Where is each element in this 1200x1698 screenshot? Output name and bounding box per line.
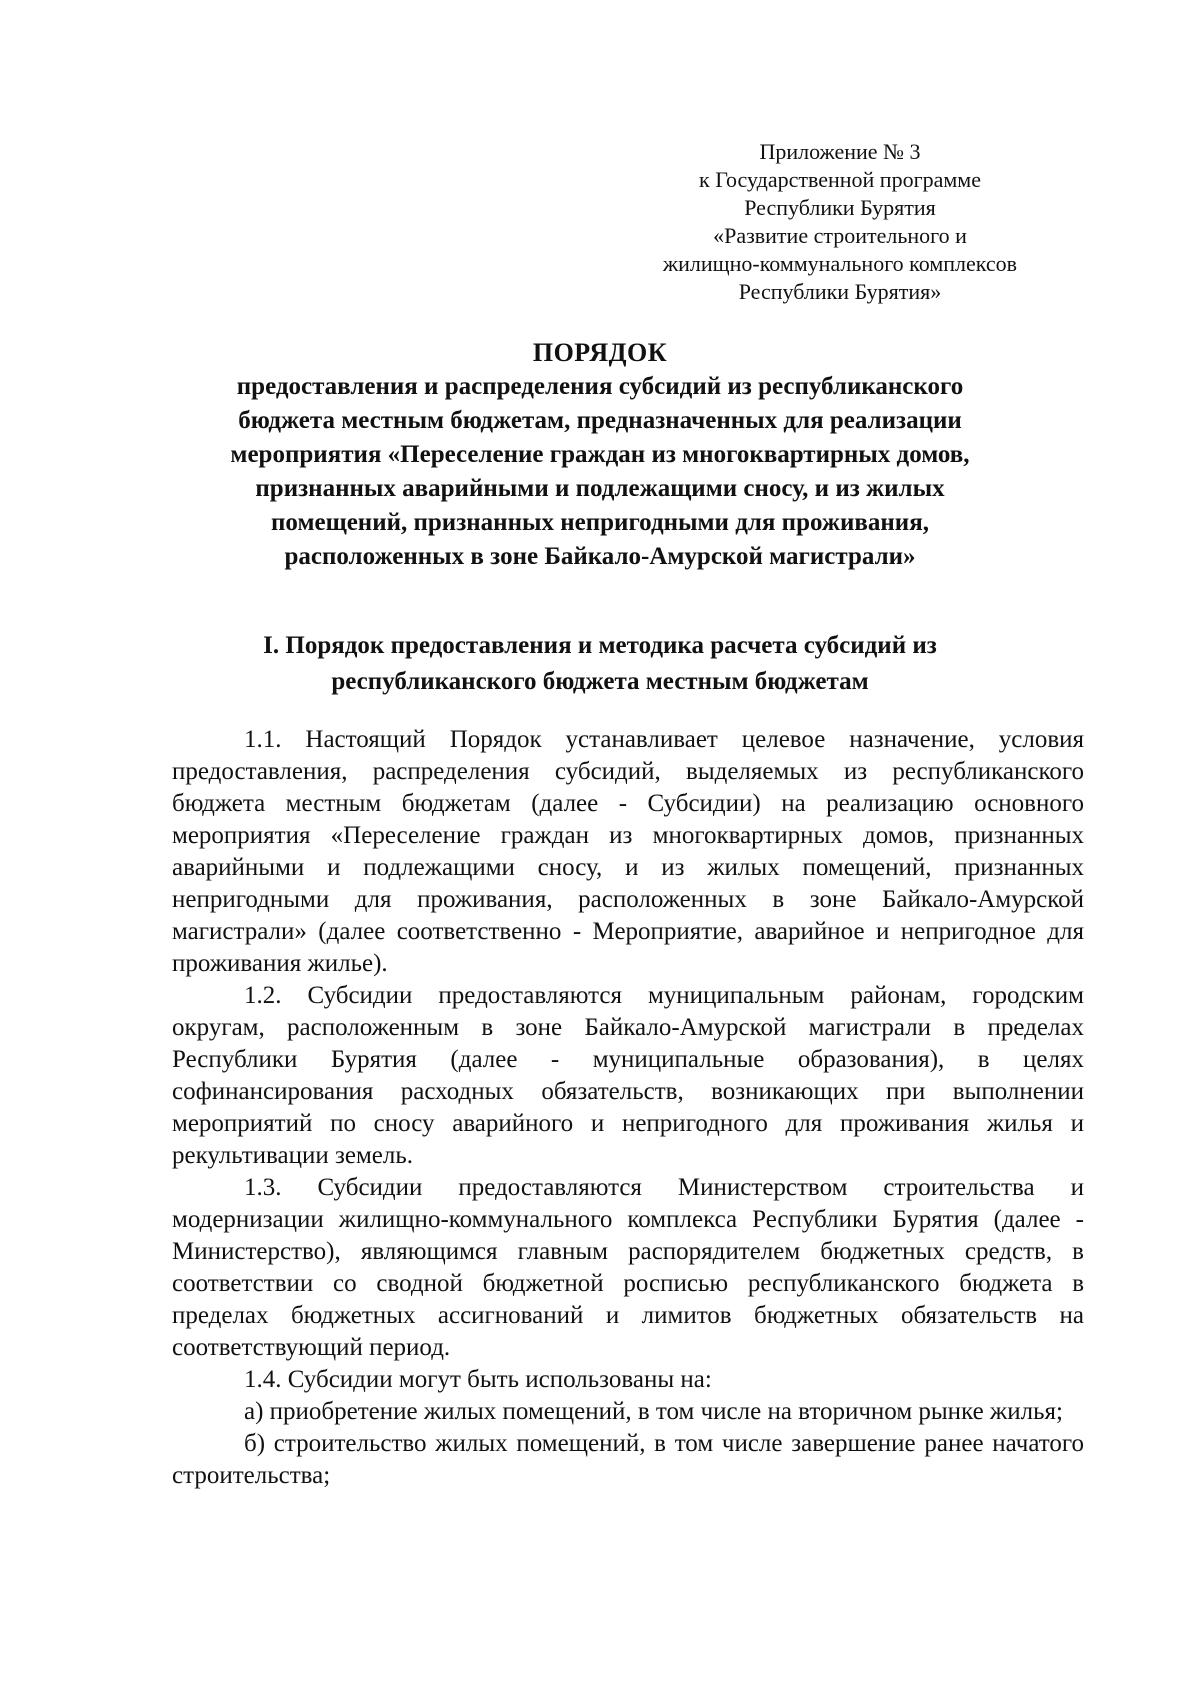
appendix-line: Приложение № 3	[759, 139, 921, 164]
paragraph-1-4: 1.4. Субсидии могут быть использованы на:	[244, 1366, 712, 1393]
section-heading-line: I. Порядок предоставления и методика расчета субсидий из	[263, 632, 937, 659]
title-sub-line: помещений, признанных непригодными для проживания,	[271, 509, 929, 536]
paragraph-1-1: 1.1. Настоящий Порядок устанавливает целевое назначение, условия предоставления, распределения субсидий, выделяемых из республиканского бюджета местным бюджетам (далее - Субсидии) на реализацию основного мероприятия «Переселение граждан из многоквартирных домов, признанных аварийными и подлежащими сносу, и из жилых помещений, признанных непригодными для проживания, расположенных в зоне Байкало-Амурской магистрали» (далее соответственно - Мероприятие, аварийное и непригодное для проживания жилье).	[172, 726, 1084, 977]
section-heading	[150, 628, 1050, 700]
title-sub-line: мероприятия «Переселение граждан из многоквартирных домов,	[230, 441, 970, 468]
appendix-line: Республики Бурятия»	[738, 279, 942, 304]
title-sub-line: предоставления и распределения субсидий из республиканского	[236, 373, 964, 400]
document-body	[172, 724, 1084, 1492]
title-sub-line: расположенных в зоне Байкало-Амурской магистрали»	[284, 543, 916, 570]
list-item-a: а) приобретение жилых помещений, в том числе на вторичном рынке жилья;	[244, 1398, 1063, 1425]
title-sub-line: бюджета местным бюджетам, предназначенных для реализации	[238, 407, 962, 434]
appendix-line: жилищно-коммунального комплексов	[662, 251, 1018, 276]
list-item-b: б) строительство жилых помещений, в том числе завершение ранее начатого строительства;	[172, 1430, 1084, 1489]
paragraph-1-3: 1.3. Субсидии предоставляются Министерством строительства и модернизации жилищно-коммунального комплекса Республики Бурятия (далее - Министерство), являющимся главным распорядителем бюджетных средств, в соответствии со сводной бюджетной росписью республиканского бюджета в пределах бюджетных ассигнований и лимитов бюджетных обязательств на соответствующий период.	[172, 1174, 1084, 1361]
title-sub-line: признанных аварийными и подлежащими сносу, и из жилых	[255, 475, 945, 502]
appendix-line: к Государственной программе	[699, 167, 981, 192]
appendix-line: «Развитие строительного и	[713, 223, 967, 248]
appendix-line: Республики Бурятия	[744, 195, 936, 220]
appendix-header	[630, 138, 1050, 306]
document-title	[150, 336, 1050, 574]
paragraph-1-2: 1.2. Субсидии предоставляются муниципальным районам, городским округам, расположенным в зоне Байкало-Амурской магистрали в пределах Республики Бурятия (далее - муниципальные образования), в целях софинансирования расходных обязательств, возникающих при выполнении мероприятий по сносу аварийного и непригодного для проживания жилья и рекультивации земель.	[172, 982, 1084, 1169]
section-heading-line: республиканского бюджета местным бюджетам	[331, 668, 869, 695]
title-main: ПОРЯДОК	[532, 338, 668, 367]
title-subtitle	[150, 370, 1050, 574]
